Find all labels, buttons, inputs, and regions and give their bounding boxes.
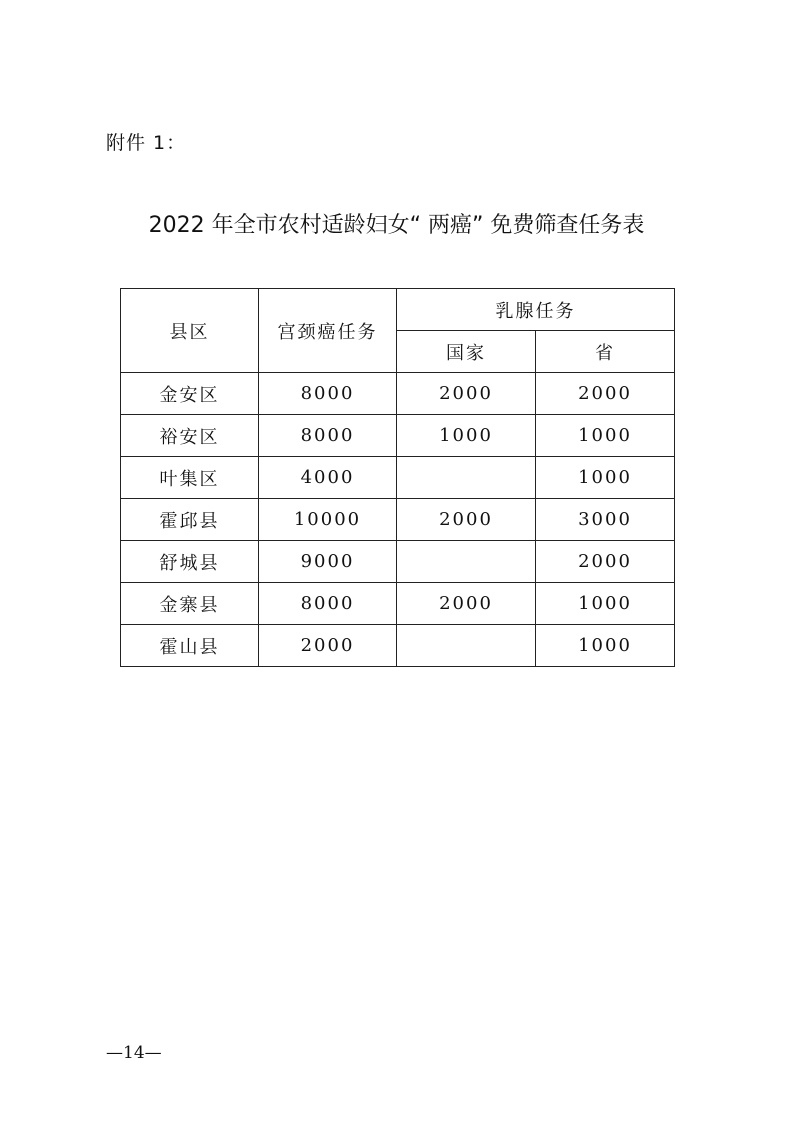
cell-cervical: 9000 <box>259 541 397 583</box>
table-row <box>121 541 675 583</box>
cell-national: 2000 <box>397 499 536 541</box>
attachment-label: 附件 1： <box>106 132 187 154</box>
cell-province: 3000 <box>536 499 675 541</box>
table-row <box>121 499 675 541</box>
cell-national <box>397 625 536 667</box>
table-row <box>121 583 675 625</box>
cell-cervical: 8000 <box>259 415 397 457</box>
cell-province: 1000 <box>536 625 675 667</box>
cell-national: 1000 <box>397 415 536 457</box>
document-title: 2022 年全市农村适龄妇女“ 两癌” 免费筛查任务表 <box>148 213 645 238</box>
cell-national: 2000 <box>397 373 536 415</box>
table-row <box>121 415 675 457</box>
header-district: 县区 <box>121 289 259 373</box>
cell-district: 裕安区 <box>121 415 259 457</box>
cell-national: 2000 <box>397 583 536 625</box>
cell-cervical: 2000 <box>259 625 397 667</box>
task-table <box>120 288 675 667</box>
cell-cervical: 8000 <box>259 583 397 625</box>
cell-cervical: 4000 <box>259 457 397 499</box>
header-breast-task: 乳腺任务 <box>397 289 675 331</box>
cell-province: 2000 <box>536 541 675 583</box>
table-row <box>121 457 675 499</box>
cell-province: 2000 <box>536 373 675 415</box>
cell-district: 霍山县 <box>121 625 259 667</box>
cell-district: 金安区 <box>121 373 259 415</box>
table-row <box>121 373 675 415</box>
cell-cervical: 8000 <box>259 373 397 415</box>
cell-province: 1000 <box>536 457 675 499</box>
cell-district: 金寨县 <box>121 583 259 625</box>
page-number: —14— <box>106 1043 162 1063</box>
cell-national <box>397 457 536 499</box>
cell-province: 1000 <box>536 583 675 625</box>
header-cervical-task: 宫颈癌任务 <box>259 289 397 373</box>
header-breast-national: 国家 <box>397 331 536 373</box>
cell-district: 叶集区 <box>121 457 259 499</box>
cell-cervical: 10000 <box>259 499 397 541</box>
cell-district: 霍邱县 <box>121 499 259 541</box>
header-breast-province: 省 <box>536 331 675 373</box>
cell-district: 舒城县 <box>121 541 259 583</box>
table-row <box>121 625 675 667</box>
cell-national <box>397 541 536 583</box>
cell-province: 1000 <box>536 415 675 457</box>
